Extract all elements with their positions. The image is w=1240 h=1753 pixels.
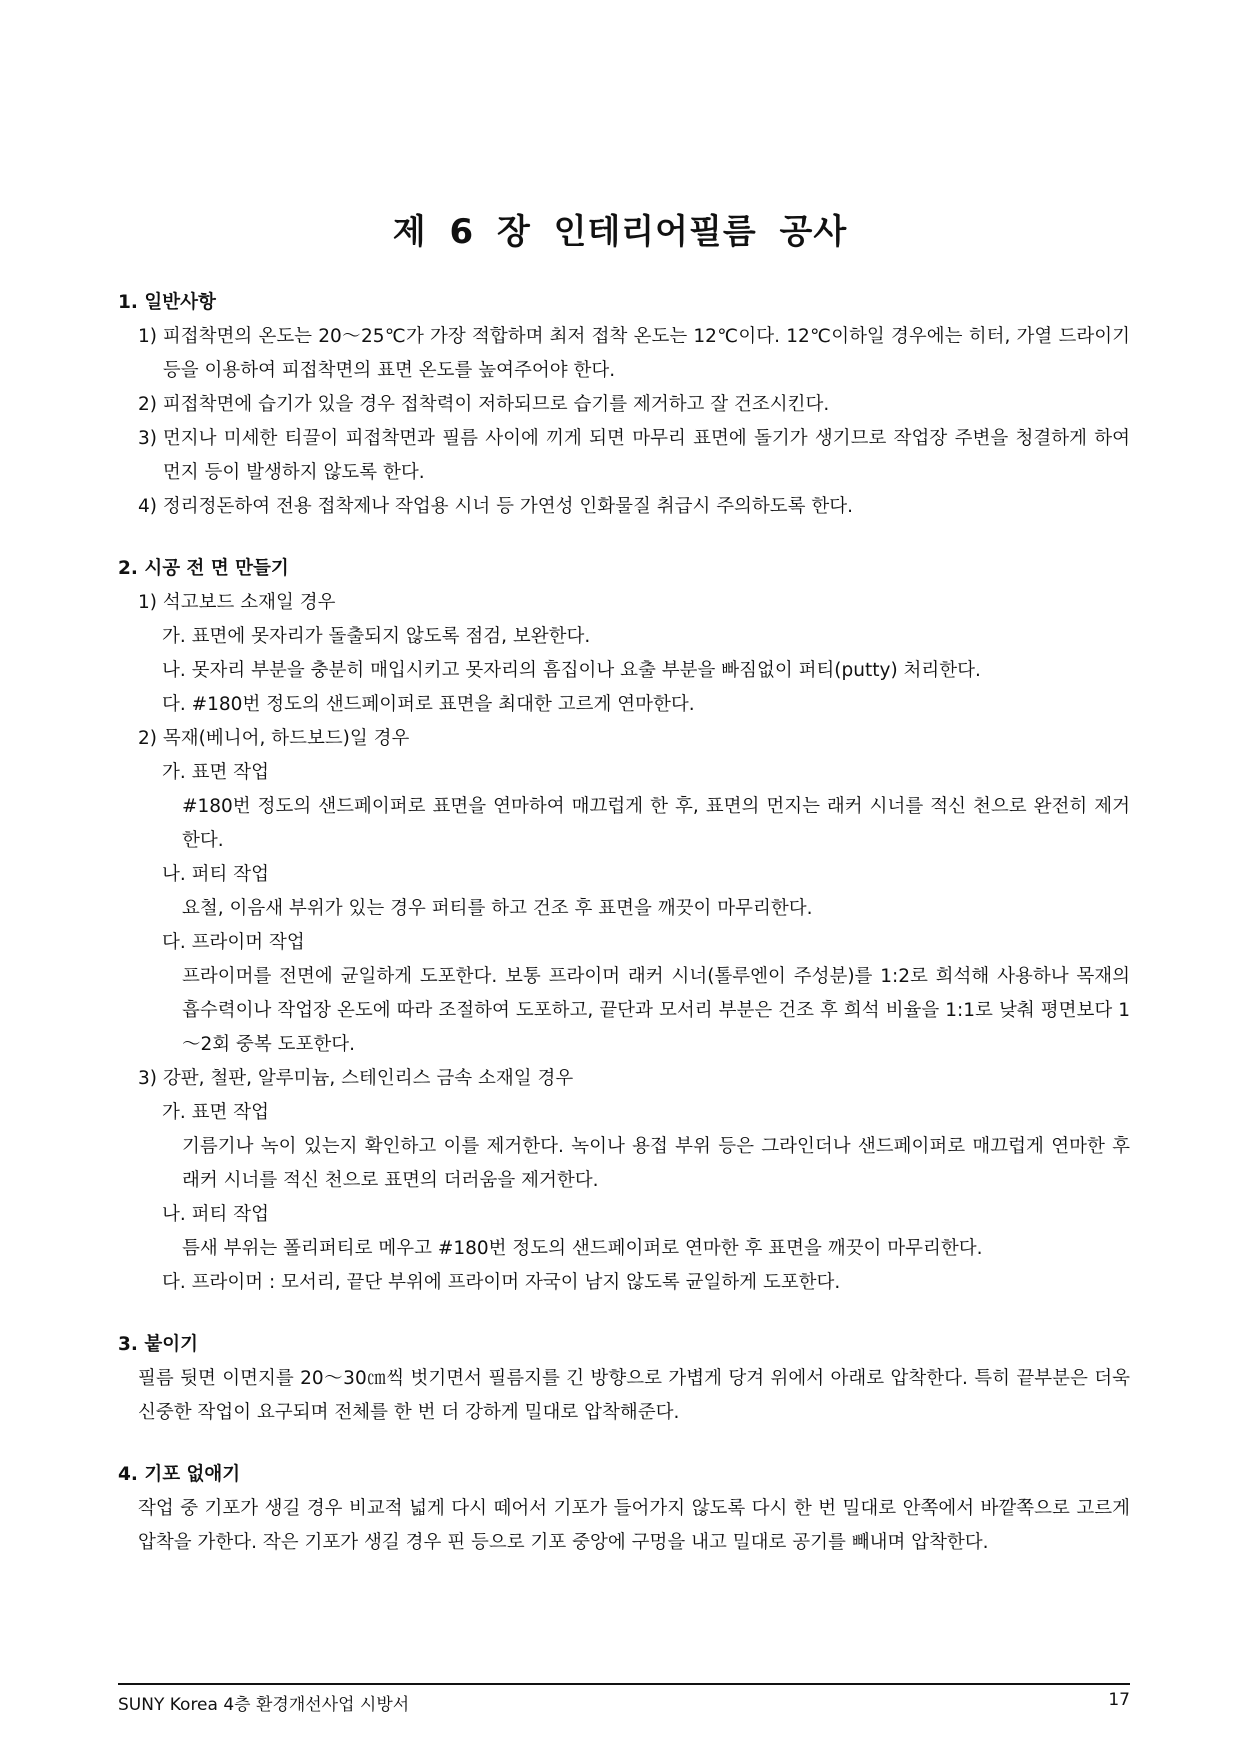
list-item	[118, 688, 1130, 722]
list-item	[118, 388, 1130, 422]
item-number: 나.	[162, 660, 192, 681]
step-text: 틈새 부위는 폴리퍼티로 메우고 #180번 정도의 샌드페이퍼로 연마한 후 표면을 깨끗이 마무리한다.	[182, 1238, 983, 1259]
section-text: 작업 중 기포가 생길 경우 비교적 넓게 다시 떼어서 기포가 들어가지 않도록 다시 한 번 밀대로 안쪽에서 바깥쪽으로 고르게 압착을 가한다. 작은 기포가 생길 경우 핀 등으로 기포 중앙에 구멍을 내고 밀대로 공기를 빼내며 압착한다.	[138, 1498, 1130, 1553]
item-text: 못자리 부분을 충분히 매입시키고 못자리의 흠집이나 요출 부분을 빠짐없이 퍼티(putty) 처리한다.	[191, 660, 981, 681]
footer-divider	[118, 1683, 1130, 1685]
item-number: 4)	[138, 496, 163, 517]
list-item	[118, 620, 1130, 654]
document-body	[118, 286, 1130, 1560]
item-text: #180번 정도의 샌드페이퍼로 표면을 최대한 고르게 연마한다.	[191, 694, 695, 715]
list-item	[118, 490, 1130, 524]
item-text: 먼지나 미세한 티끌이 피접착면과 필름 사이에 끼게 되면 마무리 표면에 돌기가 생기므로 작업장 주변을 청결하게 하여 먼지 등이 발생하지 않도록 한다.	[162, 428, 1130, 483]
step-label: 나. 퍼티 작업	[162, 864, 269, 885]
step-text: 기름기나 녹이 있는지 확인하고 이를 제거한다. 녹이나 용접 부위 등은 그라인더나 샌드페이퍼로 매끄럽게 연마한 후 래커 시너를 적신 천으로 표면의 더러움을 제거한다.	[182, 1136, 1130, 1191]
section-heading-bubbles: 4. 기포 없애기	[118, 1464, 241, 1485]
item-text: 정리정돈하여 전용 접착제나 작업용 시너 등 가연성 인화물질 취급시 주의하도록 한다.	[162, 496, 854, 517]
item-number: 1)	[138, 326, 163, 347]
item-text: 피접착면에 습기가 있을 경우 접착력이 저하되므로 습기를 제거하고 잘 건조시킨다.	[162, 394, 830, 415]
section-heading-surface-prep: 2. 시공 전 면 만들기	[118, 558, 289, 579]
step-label: 다. 프라이머 작업	[162, 932, 305, 953]
section-heading-attach: 3. 붙이기	[118, 1334, 198, 1355]
item-text: 피접착면의 온도는 20～25℃가 가장 적합하며 최저 접착 온도는 12℃이다. 12℃이하일 경우에는 히터, 가열 드라이기 등을 이용하여 피접착면의 표면 온도를 높여주어야 한다.	[162, 326, 1130, 381]
item-text: 표면에 못자리가 돌출되지 않도록 점검, 보완한다.	[191, 626, 591, 647]
item-number: 다.	[162, 694, 192, 715]
step-text: 프라이머를 전면에 균일하게 도포한다. 보통 프라이머 래커 시너(톨루엔이 주성분)를 1:2로 희석해 사용하나 목재의 흡수력이나 작업장 온도에 따라 조절하여 도포하고, 끝단과 모서리 부분은 건조 후 희석 비율을 1:1로 낮춰 평면보다 1～2회 중복 도포한다.	[182, 966, 1130, 1055]
item-number: 2)	[138, 394, 163, 415]
step-label: 가. 표면 작업	[162, 1102, 269, 1123]
list-item	[118, 320, 1130, 388]
step-line: 다. 프라이머 : 모서리, 끝단 부위에 프라이머 자국이 남지 않도록 균일하게 도포한다.	[162, 1272, 841, 1293]
list-item	[118, 422, 1130, 490]
footer-document-name: SUNY Korea 4층 환경개선사업 시방서	[118, 1695, 410, 1715]
subsection-gypsum: 1) 석고보드 소재일 경우	[138, 592, 336, 613]
step-text: 요철, 이음새 부위가 있는 경우 퍼티를 하고 건조 후 표면을 깨끗이 마무리한다.	[182, 898, 813, 919]
step-label: 가. 표면 작업	[162, 762, 269, 783]
section-heading-general: 1. 일반사항	[118, 292, 216, 313]
page-number: 17	[1108, 1690, 1130, 1710]
chapter-title: 제 6 장 인테리어필름 공사	[392, 212, 848, 252]
step-label: 나. 퍼티 작업	[162, 1204, 269, 1225]
list-item	[118, 654, 1130, 688]
section-text: 필름 뒷면 이면지를 20～30㎝씩 벗기면서 필름지를 긴 방향으로 가볍게 당겨 위에서 아래로 압착한다. 특히 끝부분은 더욱 신중한 작업이 요구되며 전체를 한 번 더 강하게 밀대로 압착해준다.	[138, 1368, 1130, 1423]
step-text: #180번 정도의 샌드페이퍼로 표면을 연마하여 매끄럽게 한 후, 표면의 먼지는 래커 시너를 적신 천으로 완전히 제거한다.	[182, 796, 1130, 851]
subsection-metal: 3) 강판, 철판, 알루미늄, 스테인리스 금속 소재일 경우	[138, 1068, 574, 1089]
subsection-wood: 2) 목재(베니어, 하드보드)일 경우	[138, 728, 410, 749]
item-number: 가.	[162, 626, 192, 647]
item-number: 3)	[138, 428, 163, 449]
